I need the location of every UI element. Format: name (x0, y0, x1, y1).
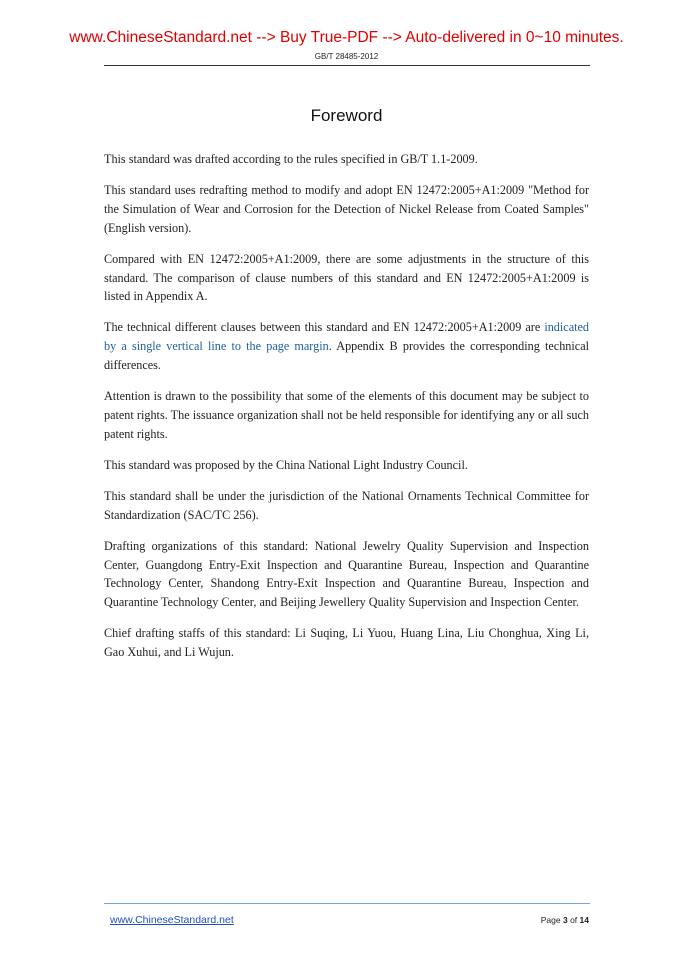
paragraph-drafting-rules: This standard was drafted according to the rules specified in GB/T 1.1-2009. (104, 152, 478, 166)
foreword-body (104, 150, 589, 674)
paragraph-jurisdiction: This standard shall be under the jurisdiction of the National Ornaments Technical Committee for Standardization (SAC/TC 256). (104, 488, 589, 522)
paragraph-technical-differences (104, 318, 589, 374)
paragraph-patent-notice: Attention is drawn to the possibility that some of the elements of this document may be subject to patent rights. The issuance organization shall not be held responsible for identifying any or all such patent rights. (104, 389, 589, 441)
paragraph-drafting-staff: Chief drafting staffs of this standard: Li Suqing, Li Yuou, Huang Lina, Liu Chonghua, Xing Li, Gao Xuhui, and Li Wujun. (104, 626, 589, 660)
page-number (541, 915, 589, 925)
paragraph-adoption: This standard uses redrafting method to modify and adopt EN 12472:2005+A1:2009 "Method for the Simulation of Wear and Corrosion for the Detection of Nickel Release from Coated Samples" (English version). (104, 183, 589, 235)
paragraph-technical-text-end: . Appendix B provides the corresponding technical differences. (104, 339, 589, 373)
paragraph-proposer: This standard was proposed by the China National Light Industry Council. (104, 457, 468, 472)
page-current: 3 (562, 915, 568, 925)
page-title: Foreword (310, 106, 383, 125)
header-divider (104, 65, 590, 66)
highlighted-text: indicated by a single vertical line to the page margin (104, 320, 589, 354)
page-label: Page (540, 915, 561, 925)
paragraph-drafting-organizations: Drafting organizations of this standard: National Jewelry Quality Supervision and Inspection Center, Guangdong Entry-Exit Inspection and Quarantine Bureau, Inspection and Quarantine Technology Center, Shandong Entry-Exit Inspection and Quarantine Bureau, Inspection and Quarantine Technology Center, and Beijing Jewellery Quality Supervision and Inspection Center. (104, 538, 589, 610)
paragraph-technical-text: The technical different clauses between this standard and EN 12472:2005+A1:2009 are (104, 320, 545, 335)
page-total: 14 (579, 915, 589, 925)
promo-banner-link[interactable]: www.ChineseStandard.net --> Buy True-PDF --> Auto-delivered in 0~10 minutes. (69, 29, 624, 46)
standard-number: GB/T 28485-2012 (314, 52, 379, 61)
page-of: of (570, 915, 578, 925)
footer-divider (104, 903, 590, 904)
paragraph-structure: Compared with EN 12472:2005+A1:2009, there are some adjustments in the structure of this standard. The comparison of clause numbers of this standard and EN 12472:2005+A1:2009 is listed in Appendix A. (104, 251, 589, 304)
footer-website-link[interactable]: www.ChineseStandard.net (110, 914, 234, 926)
